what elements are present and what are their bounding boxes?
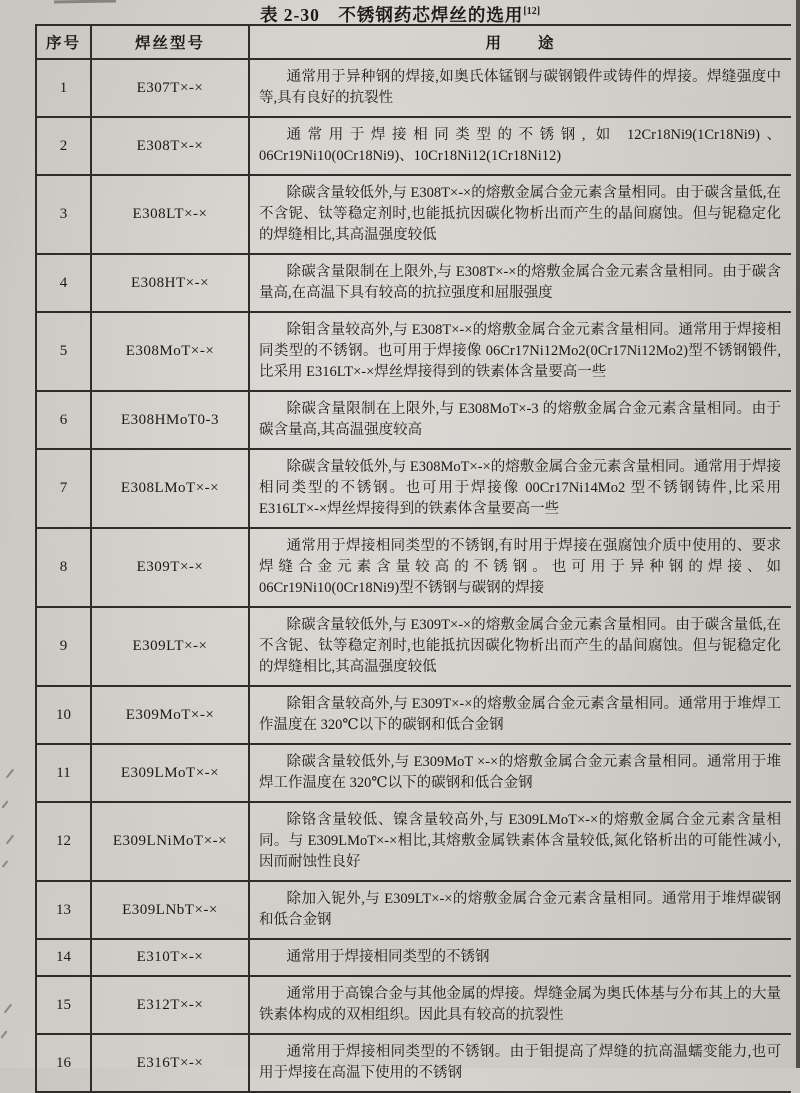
row-wire-type: E309T×-× xyxy=(91,528,249,607)
table-row xyxy=(36,59,791,117)
row-wire-type: E310T×-× xyxy=(91,939,249,976)
row-wire-type: E309LMoT×-× xyxy=(91,744,249,802)
application-text: 除碳含量较低外,与 E309T×-×的熔敷金属合金元素含量相同。由于碳含量低,在不含铌、钛等稳定剂时,也能抵抗因碳化物析出而产生的晶间腐蚀。但与铌稳定化的焊缝相比,其高温强度较低 xyxy=(259,617,781,675)
application-text: 除钼含量较高外,与 E308T×-×的熔敷金属合金元素含量相同。通常用于焊接相同类型的不锈钢。也可用于焊接像 06Cr17Ni12Mo2(0Cr17Ni12Mo2)型不锈钢锻件,比采用 E316LT×-×焊丝焊接得到的铁素体含量要高一些 xyxy=(259,322,781,380)
table-row xyxy=(36,939,791,976)
table-row xyxy=(36,449,791,528)
row-serial-number: 2 xyxy=(36,117,91,175)
row-application xyxy=(249,976,791,1034)
row-wire-type: E309LNiMoT×-× xyxy=(91,802,249,881)
row-application xyxy=(249,117,791,175)
row-wire-type: E309LT×-× xyxy=(91,607,249,686)
application-text: 除碳含量较低外,与 E308MoT×-×的熔敷金属合金元素含量相同。通常用于焊接相同类型的不锈钢。也可用于焊接像 00Cr17Ni14Mo2 型不锈钢铸件,比采用 E316LT×-×焊丝焊接得到的铁素体含量要高一些 xyxy=(259,459,781,517)
header-serial-number: 序号 xyxy=(36,25,91,59)
table-row xyxy=(36,117,791,175)
row-serial-number: 12 xyxy=(36,802,91,881)
row-wire-type: E308MoT×-× xyxy=(91,312,249,391)
application-text: 除铬含量较低、镍含量较高外,与 E309LMoT×-×的熔敷金属合金元素含量相同。与 E309LMoT×-×相比,其熔敷金属铁素体含量较低,氮化铬析出的可能性减小,因而耐蚀性良好 xyxy=(259,812,781,870)
row-application xyxy=(249,607,791,686)
row-application xyxy=(249,391,791,449)
row-wire-type: E308LT×-× xyxy=(91,175,249,254)
table-row xyxy=(36,1034,791,1092)
row-wire-type: E309LNbT×-× xyxy=(91,881,249,939)
table-row xyxy=(36,312,791,391)
row-serial-number: 1 xyxy=(36,59,91,117)
wire-selection-table xyxy=(35,24,791,1093)
application-text: 通常用于焊接相同类型的不锈钢,有时用于焊接在强腐蚀介质中使用的、要求焊缝合金元素含量较高的不锈钢。也可用于异种钢的焊接、如 06Cr19Ni10(0Cr18Ni9)型不锈钢与碳钢的焊接 xyxy=(259,538,781,596)
row-wire-type: E308HMoT0-3 xyxy=(91,391,249,449)
row-serial-number: 4 xyxy=(36,254,91,312)
table-caption: 表 2-30 不锈钢药芯焊丝的选用 xyxy=(259,5,524,25)
table-row xyxy=(36,686,791,744)
application-text: 除碳含量较低外,与 E309MoT ×-×的熔敷金属合金元素含量相同。通常用于堆焊工作温度在 320℃以下的碳钢和低合金钢 xyxy=(259,754,781,791)
table-row xyxy=(36,607,791,686)
application-text: 除碳含量限制在上限外,与 E308T×-×的熔敷金属合金元素含量相同。由于碳含量高,在高温下具有较高的抗拉强度和屈服强度 xyxy=(259,264,781,301)
reference-superscript: [12] xyxy=(523,6,541,18)
table-row xyxy=(36,976,791,1034)
application-text: 除碳含量较低外,与 E308T×-×的熔敷金属合金元素含量相同。由于碳含量低,在不含铌、钛等稳定剂时,也能抵抗因碳化物析出而产生的晶间腐蚀。但与铌稳定化的焊缝相比,其高温强度较低 xyxy=(259,185,781,243)
row-wire-type: E308T×-× xyxy=(91,117,249,175)
row-serial-number: 11 xyxy=(36,744,91,802)
header-application: 用 途 xyxy=(249,25,791,59)
row-serial-number: 7 xyxy=(36,449,91,528)
application-text: 通常用于焊接相同类型的不锈钢 xyxy=(286,949,490,965)
row-serial-number: 10 xyxy=(36,686,91,744)
pencil-check-mark xyxy=(1,800,8,808)
table-row xyxy=(36,254,791,312)
row-wire-type: E307T×-× xyxy=(91,59,249,117)
application-text: 通常用于异种钢的焊接,如奥氏体锰钢与碳钢锻件或铸件的焊接。焊缝强度中等,具有良好的抗裂性 xyxy=(259,69,781,106)
pencil-check-mark xyxy=(6,769,14,779)
table-row xyxy=(36,881,791,939)
row-wire-type: E312T×-× xyxy=(91,976,249,1034)
table-row xyxy=(36,528,791,607)
row-serial-number: 13 xyxy=(36,881,91,939)
row-application xyxy=(249,802,791,881)
row-serial-number: 16 xyxy=(36,1034,91,1092)
table-row xyxy=(36,175,791,254)
application-text: 除加入铌外,与 E309LT×-×的熔敷金属合金元素含量相同。通常用于堆焊碳钢和低合金钢 xyxy=(259,891,781,928)
pencil-check-mark xyxy=(4,1004,12,1014)
row-wire-type: E309MoT×-× xyxy=(91,686,249,744)
table-row xyxy=(36,802,791,881)
row-serial-number: 6 xyxy=(36,391,91,449)
row-application xyxy=(249,686,791,744)
row-application xyxy=(249,312,791,391)
row-application xyxy=(249,59,791,117)
row-serial-number: 8 xyxy=(36,528,91,607)
header-wire-type: 焊丝型号 xyxy=(91,25,249,59)
row-application xyxy=(249,881,791,939)
table-row xyxy=(36,391,791,449)
row-application xyxy=(249,744,791,802)
row-wire-type: E308HT×-× xyxy=(91,254,249,312)
row-serial-number: 14 xyxy=(36,939,91,976)
row-application xyxy=(249,449,791,528)
pencil-check-mark xyxy=(2,860,9,868)
table-row xyxy=(36,744,791,802)
scan-edge-line xyxy=(796,0,800,1068)
row-serial-number: 15 xyxy=(36,976,91,1034)
row-application xyxy=(249,175,791,254)
row-application xyxy=(249,939,791,976)
application-text: 通常用于焊接相同类型的不锈钢。由于钼提高了焊缝的抗高温蠕变能力,也可用于焊接在高温下使用的不锈钢 xyxy=(259,1044,781,1081)
row-serial-number: 3 xyxy=(36,175,91,254)
header-row xyxy=(36,25,791,59)
row-wire-type: E308LMoT×-× xyxy=(91,449,249,528)
row-application xyxy=(249,528,791,607)
application-text: 除钼含量较高外,与 E309T×-×的熔敷金属合金元素含量相同。通常用于堆焊工作温度在 320℃以下的碳钢和低合金钢 xyxy=(259,696,781,733)
pencil-check-mark xyxy=(0,1030,7,1038)
pencil-check-mark xyxy=(6,835,14,845)
row-serial-number: 5 xyxy=(36,312,91,391)
row-application xyxy=(249,1034,791,1092)
application-text: 通常用于高镍合金与其他金属的焊接。焊缝金属为奥氏体基与分布其上的大量铁素体构成的双相组织。因此具有较高的抗裂性 xyxy=(259,986,781,1023)
row-wire-type: E316T×-× xyxy=(91,1034,249,1092)
row-serial-number: 9 xyxy=(36,607,91,686)
application-text: 通常用于焊接相同类型的不锈钢, 如 12Cr18Ni9(1Cr18Ni9)、06Cr19Ni10(0Cr18Ni9)、10Cr18Ni12(1Cr18Ni12) xyxy=(259,127,781,164)
row-application xyxy=(249,254,791,312)
application-text: 除碳含量限制在上限外,与 E308MoT×-3 的熔敷金属合金元素含量相同。由于碳含量高,其高温强度较高 xyxy=(259,401,781,438)
